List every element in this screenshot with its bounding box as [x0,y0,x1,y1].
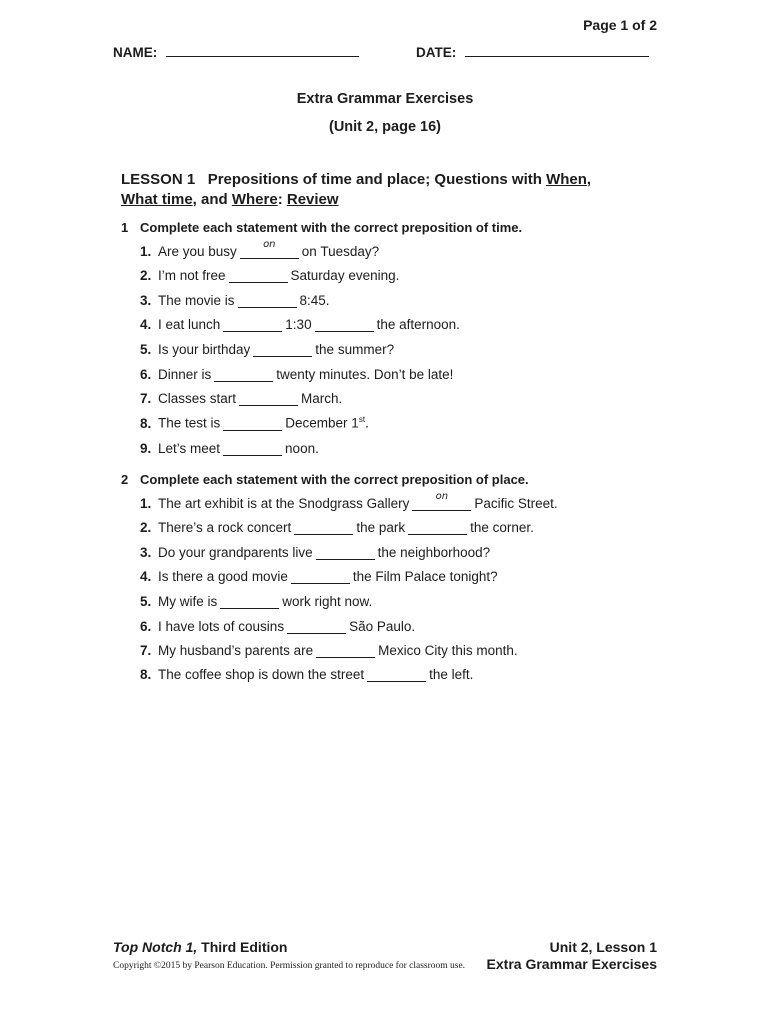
lesson-review: Review [286,191,339,208]
exercise1-item: 3. The movie is 8:45. [140,293,330,308]
answer-blank[interactable] [223,317,282,332]
date-field [416,44,649,60]
answer-blank[interactable] [287,619,346,634]
filled-answer: on [263,239,276,250]
name-label: NAME: [113,45,158,60]
footer-unit: Unit 2, Lesson 1 [549,939,657,955]
exercise1-item: 4. I eat lunch 1:30 the afternoon. [140,317,460,332]
exercise2-item: 4. Is there a good movie the Film Palace tonight? [140,569,498,584]
page-subtitle: (Unit 2, page 16) [329,119,441,135]
exercise2-item: 3. Do your grandparents live the neighborhood? [140,545,491,560]
answer-blank[interactable] [220,594,279,609]
answer-blank[interactable] [316,643,375,658]
answer-blank[interactable] [238,293,297,308]
lesson-what-time: What time [121,191,193,208]
exercise1-item: 9. Let’s meet noon. [140,441,319,456]
lesson-where: Where [231,191,278,208]
book-edition: Third Edition [201,939,288,955]
name-line [166,44,359,57]
filled-answer: on [435,491,449,502]
answer-blank[interactable] [229,268,288,283]
answer-blank[interactable] [367,667,426,682]
answer-blank[interactable] [214,367,273,382]
exercise2-item: 5. My wife is work right now. [140,594,373,609]
answer-blank[interactable] [408,520,467,535]
lesson-label: LESSON 1 [121,171,196,188]
book-name: Top Notch 1, [113,939,198,955]
copyright-notice: Copyright ©2015 by Pearson Education. Permission granted to reproduce for classroom use. [113,961,466,971]
exercise1-item: 6. Dinner is twenty minutes. Don’t be late! [140,367,454,382]
exercise2-item: 7. My husband’s parents are Mexico City this month. [140,643,518,658]
exercise2-item: 6. I have lots of cousins São Paulo. [140,619,416,634]
exercise1-item: 2. I’m not free Saturday evening. [140,268,400,283]
page-title: Extra Grammar Exercises [296,91,474,107]
answer-blank[interactable] [315,317,374,332]
footer-section [487,939,657,973]
date-line [465,44,649,57]
date-label: DATE: [416,45,457,60]
answer-blank[interactable] [291,569,350,584]
lesson-topic: Prepositions of time and place; Questions with [207,171,542,188]
exercise2-item: 1. The art exhibit is at the Snodgrass Gallery on Pacific Street. [140,491,558,511]
footer-section-title: Extra Grammar Exercises [486,956,657,972]
exercise2-instruction: 2 Complete each statement with the correct preposition of place. [121,472,529,487]
lesson-and: , and [192,191,228,208]
name-field [113,44,359,60]
exercise1-item: 1. Are you busy on on Tuesday? [140,239,380,259]
page-number: Page 1 of 2 [583,17,657,33]
answer-blank[interactable] [316,545,375,560]
answer-blank[interactable] [240,239,299,259]
answer-blank[interactable] [239,391,298,406]
exercise1-item: 7. Classes start March. [140,391,343,406]
exercise1-item: 8. The test is December 1st. [140,415,369,431]
lesson-when: When [546,171,587,188]
exercise1-item: 5. Is your birthday the summer? [140,342,395,357]
lesson-heading: LESSON 1 Prepositions of time and place; Questions with When, What time, and Where: Review [121,171,592,208]
answer-blank[interactable] [223,416,282,431]
exercise2-item: 2. There’s a rock concert the park the corner. [140,520,534,535]
exercise2-item: 8. The coffee shop is down the street the left. [140,667,474,682]
exercise1-instruction: 1 Complete each statement with the correct preposition of time. [121,220,523,235]
answer-blank[interactable] [294,520,353,535]
answer-blank[interactable] [253,342,312,357]
answer-blank[interactable] [223,441,282,456]
footer-book-title [113,939,287,955]
answer-blank[interactable] [412,491,471,511]
